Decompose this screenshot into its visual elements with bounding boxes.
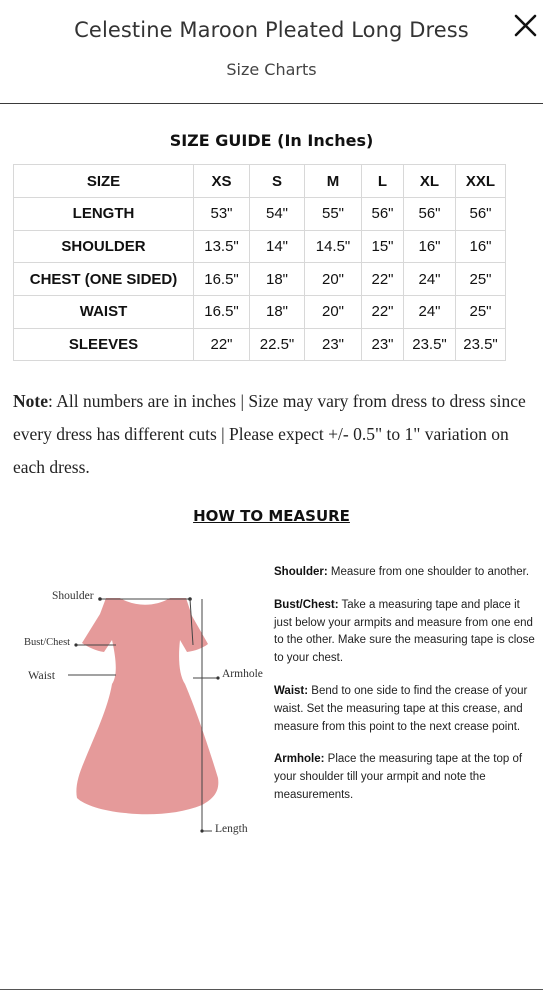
modal-header bbox=[0, 0, 543, 104]
table-cell: 22" bbox=[362, 296, 404, 329]
instruction-bust bbox=[274, 597, 536, 668]
table-cell: 56" bbox=[456, 198, 506, 231]
column-header: XXL bbox=[456, 165, 506, 198]
table-cell: 54" bbox=[250, 198, 305, 231]
armhole-label: Armhole bbox=[222, 668, 263, 680]
table-row bbox=[14, 328, 506, 361]
table-cell: 14.5" bbox=[305, 230, 362, 263]
table-cell: 22" bbox=[362, 263, 404, 296]
table-cell: 16.5" bbox=[194, 296, 250, 329]
table-row bbox=[14, 198, 506, 231]
table-cell: 16" bbox=[404, 230, 456, 263]
measurement-diagram bbox=[20, 580, 270, 850]
note-label: Note bbox=[13, 391, 48, 411]
table-cell: 23" bbox=[362, 328, 404, 361]
column-header: SIZE bbox=[14, 165, 194, 198]
length-label: Length bbox=[215, 823, 248, 835]
close-button[interactable] bbox=[512, 12, 540, 40]
instruction-waist bbox=[274, 683, 536, 736]
instruction-armhole bbox=[274, 751, 536, 804]
column-header: XL bbox=[404, 165, 456, 198]
bust-label: Bust/Chest bbox=[24, 637, 71, 648]
table-cell: 55" bbox=[305, 198, 362, 231]
table-cell: 53" bbox=[194, 198, 250, 231]
instruction-term: Armhole: bbox=[274, 753, 325, 766]
table-cell: 18" bbox=[250, 263, 305, 296]
instruction-text: Bend to one side to find the crease of your waist. Set the measuring tape at this crease, and measure from this point to the next crease point. bbox=[274, 684, 528, 733]
size-note bbox=[13, 385, 533, 484]
table-cell: 56" bbox=[362, 198, 404, 231]
instruction-text: Take a measuring tape and place it just below your armpits and measure from one end to the other. Make sure the measuring tape is close to your chest. bbox=[274, 598, 535, 665]
table-cell: 20" bbox=[305, 263, 362, 296]
table-cell: 56" bbox=[404, 198, 456, 231]
table-cell: 16" bbox=[456, 230, 506, 263]
table-cell: 15" bbox=[362, 230, 404, 263]
column-header: XS bbox=[194, 165, 250, 198]
table-row bbox=[14, 296, 506, 329]
modal-subtitle: Size Charts bbox=[226, 60, 317, 79]
instruction-text: Place the measuring tape at the top of your shoulder till your armpit and note the measurements. bbox=[274, 753, 523, 801]
table-cell: 24" bbox=[404, 296, 456, 329]
table-header-row bbox=[14, 165, 506, 198]
dress-illustration-icon bbox=[20, 580, 270, 850]
table-cell: 22" bbox=[194, 328, 250, 361]
table-cell: 13.5" bbox=[194, 230, 250, 263]
column-header: L bbox=[362, 165, 404, 198]
close-icon bbox=[512, 12, 540, 40]
size-chart-table bbox=[13, 164, 506, 361]
row-label: SHOULDER bbox=[14, 230, 194, 263]
table-cell: 22.5" bbox=[250, 328, 305, 361]
column-header: S bbox=[250, 165, 305, 198]
instruction-term: Bust/Chest: bbox=[274, 598, 339, 611]
column-header: M bbox=[305, 165, 362, 198]
how-to-measure-title: HOW TO MEASURE bbox=[193, 507, 350, 525]
row-label: WAIST bbox=[14, 296, 194, 329]
row-label: CHEST (ONE SIDED) bbox=[14, 263, 194, 296]
instruction-text: Measure from one shoulder to another. bbox=[327, 566, 530, 578]
row-label: SLEEVES bbox=[14, 328, 194, 361]
instruction-shoulder bbox=[274, 564, 536, 582]
table-row bbox=[14, 263, 506, 296]
table-cell: 25" bbox=[456, 296, 506, 329]
product-title: Celestine Maroon Pleated Long Dress bbox=[74, 18, 469, 42]
waist-label: Waist bbox=[28, 668, 56, 682]
table-cell: 25" bbox=[456, 263, 506, 296]
table-cell: 23" bbox=[305, 328, 362, 361]
table-cell: 24" bbox=[404, 263, 456, 296]
instruction-term: Shoulder: bbox=[274, 566, 328, 578]
row-label: LENGTH bbox=[14, 198, 194, 231]
table-cell: 23.5" bbox=[456, 328, 506, 361]
table-row bbox=[14, 230, 506, 263]
table-cell: 14" bbox=[250, 230, 305, 263]
shoulder-label: Shoulder bbox=[52, 590, 94, 602]
bottom-divider bbox=[0, 989, 543, 990]
table-cell: 23.5" bbox=[404, 328, 456, 361]
table-cell: 18" bbox=[250, 296, 305, 329]
size-guide-title: SIZE GUIDE (In Inches) bbox=[169, 131, 374, 150]
instruction-term: Waist: bbox=[274, 684, 309, 697]
table-cell: 16.5" bbox=[194, 263, 250, 296]
table-cell: 20" bbox=[305, 296, 362, 329]
note-text: : All numbers are in inches | Size may vary from dress to dress since every dress has different cuts | Please expect +/- 0.5" to 1" variation on each dress. bbox=[13, 391, 526, 477]
measurement-instructions bbox=[274, 564, 536, 820]
